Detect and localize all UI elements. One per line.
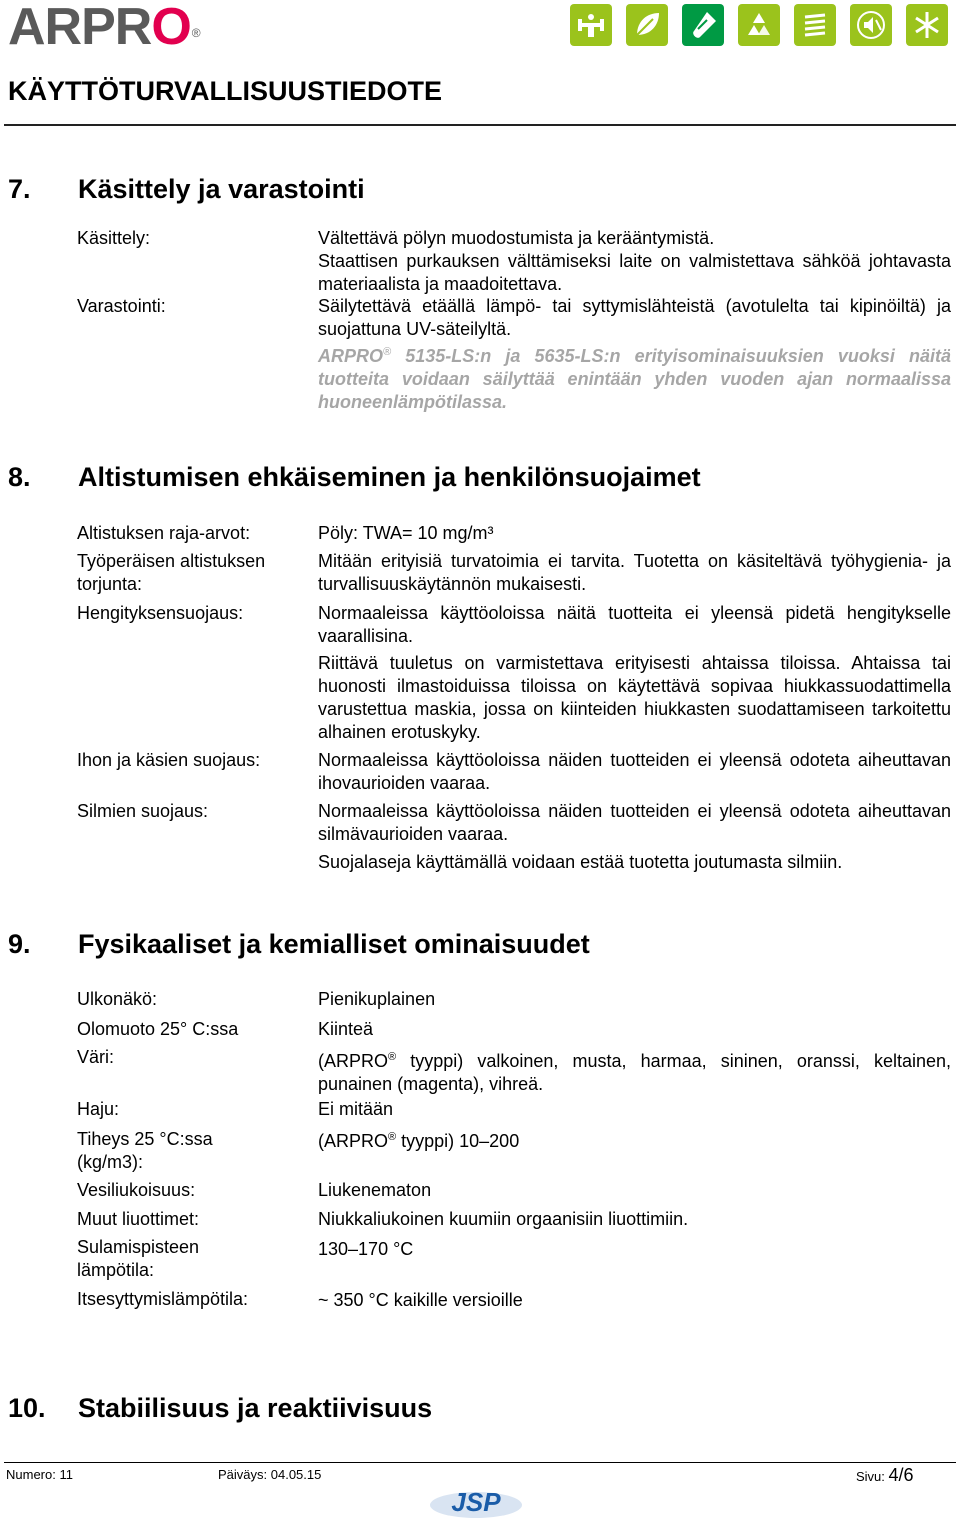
appearance-label: Ulkonäkö: xyxy=(77,989,158,1009)
other-solvents-value: Niukkaliukoinen kuumiin orgaanisiin liuottimiin. xyxy=(318,1209,689,1229)
section-9-heading: 9. Fysikaaliset ja kemialliset ominaisuudet xyxy=(8,929,590,959)
eye-protection-value-2: Suojalaseja käyttämällä voidaan estää tuotetta joutumasta silmiin. xyxy=(318,852,843,872)
exposure-limits-value: Pöly: TWA= 10 mg/m³ xyxy=(318,523,494,543)
occupational-exposure-label: Työperäisen altistuksen torjunta: xyxy=(77,551,266,594)
footer-date: Päiväys: 04.05.15 xyxy=(218,1467,322,1482)
arpro-logo: ARPRO® xyxy=(8,0,200,56)
eye-protection-label: Silmien suojaus: xyxy=(77,801,209,821)
odor-label: Haju: xyxy=(77,1099,120,1119)
color-value: (ARPRO® tyyppi) valkoinen, musta, harmaa, sininen, oranssi, keltainen, punainen (magenta), vihreä. xyxy=(318,1051,951,1094)
sound-insulation-icon xyxy=(850,4,892,46)
density-label: Tiheys 25 °C:ssa (kg/m3): xyxy=(77,1129,213,1172)
snowflake-icon xyxy=(906,4,948,46)
storage-note: ARPRO® 5135-LS:n ja 5635-LS:n erityisominaisuuksien vuoksi näitä tuotteita voidaan säilyttää enintään yhden vuoden ajan normaalissa huoneenlämpötilassa. xyxy=(318,346,951,412)
respiratory-protection-value-2: Riittävä tuuletus on varmistettava erityisesti ahtaissa tiloissa. Ahtaissa tai huonosti ilmastoiduissa tiloissa on käytettävä sopivaa hiukkassuodattimella varustettua maskia, jossa on kiinteiden hiukkasten suodattamiseen tarkoitettu alhainen erotuskyky. xyxy=(318,653,951,742)
footer-divider xyxy=(4,1462,956,1463)
melting-point-label: Sulamispisteen lämpötila: xyxy=(77,1237,200,1280)
header-divider xyxy=(4,124,956,126)
respiratory-protection-label: Hengityksensuojaus: xyxy=(77,603,244,623)
water-solubility-value: Liukenematon xyxy=(318,1180,432,1200)
water-solubility-label: Vesiliukoisuus: xyxy=(77,1180,196,1200)
melting-point-value: 130–170 °C xyxy=(318,1239,414,1259)
respiratory-protection-value: Normaaleissa käyttöoloissa näitä tuotteita ei yleensä pidetä hengitykselle vaarallisina. xyxy=(318,603,951,646)
product-feature-icons xyxy=(570,4,948,46)
section-8-heading: 8. Altistumisen ehkäiseminen ja henkilönsuojaimet xyxy=(8,462,701,492)
section-10-heading: 10. Stabiilisuus ja reaktiivisuus xyxy=(8,1393,433,1423)
storage-label: Varastointi: xyxy=(77,296,166,316)
color-label: Väri: xyxy=(77,1047,115,1067)
odor-value: Ei mitään xyxy=(318,1099,394,1119)
leaf-icon xyxy=(626,4,668,46)
occupational-exposure-value: Mitään erityisiä turvatoimia ei tarvita. Tuotetta on käsiteltävä työhygienia- ja turvallisuuskäytännön mukaisesti. xyxy=(318,551,951,594)
gym-icon xyxy=(570,4,612,46)
jsp-logo-text: JSP xyxy=(451,1487,501,1517)
eye-protection-value: Normaaleissa käyttöoloissa näiden tuotteiden ei yleensä odoteta aiheuttavan silmävaurioiden vaaraa. xyxy=(318,801,951,844)
jsp-logo xyxy=(428,1483,524,1526)
test-tube-icon xyxy=(682,4,724,46)
skin-protection-value: Normaaleissa käyttöoloissa näiden tuotteiden ei yleensä odoteta aiheuttavan ihovaurioiden vaaraa. xyxy=(318,750,951,793)
appearance-value: Pienikuplainen xyxy=(318,989,436,1009)
density-value: (ARPRO® tyyppi) 10–200 xyxy=(318,1131,520,1151)
state-value: Kiinteä xyxy=(318,1019,374,1039)
handling-value: Vältettävä pölyn muodostumista ja kerääntymistä. Staattisen purkauksen välttämiseksi laite on valmistettava sähköä johtavasta materiaalista ja maadoitettava. xyxy=(318,228,951,294)
skin-protection-label: Ihon ja käsien suojaus: xyxy=(77,750,261,770)
state-label: Olomuoto 25° C:ssa xyxy=(77,1019,239,1039)
exposure-limits-label: Altistuksen raja-arvot: xyxy=(77,523,251,543)
other-solvents-label: Muut liuottimet: xyxy=(77,1209,200,1229)
handling-label: Käsittely: xyxy=(77,228,151,248)
autoignition-value: ~ 350 °C kaikille versioille xyxy=(318,1290,523,1310)
layers-icon xyxy=(794,4,836,46)
autoignition-label: Itsesyttymislämpötila: xyxy=(77,1289,249,1309)
recycle-icon xyxy=(738,4,780,46)
footer-number: Numero: 11 xyxy=(6,1467,73,1482)
storage-value: Säilytettävä etäällä lämpö- tai syttymislähteistä (avotulelta tai kipinöiltä) ja suojattuna UV-säteilyltä. ARPRO® 5135-LS:n ja 5635-LS:n erityisominaisuuksien vuoksi näitä tuotteita voidaan säilyttää enintään yhden vuoden ajan normaalissa huoneenlämpötilassa. xyxy=(318,296,951,412)
document-title: KÄYTTÖTURVALLISUUSTIEDOTE xyxy=(8,76,443,106)
section-7-heading: 7. Käsittely ja varastointi xyxy=(8,174,365,204)
footer-page: Sivu: 4/6 xyxy=(856,1465,914,1485)
